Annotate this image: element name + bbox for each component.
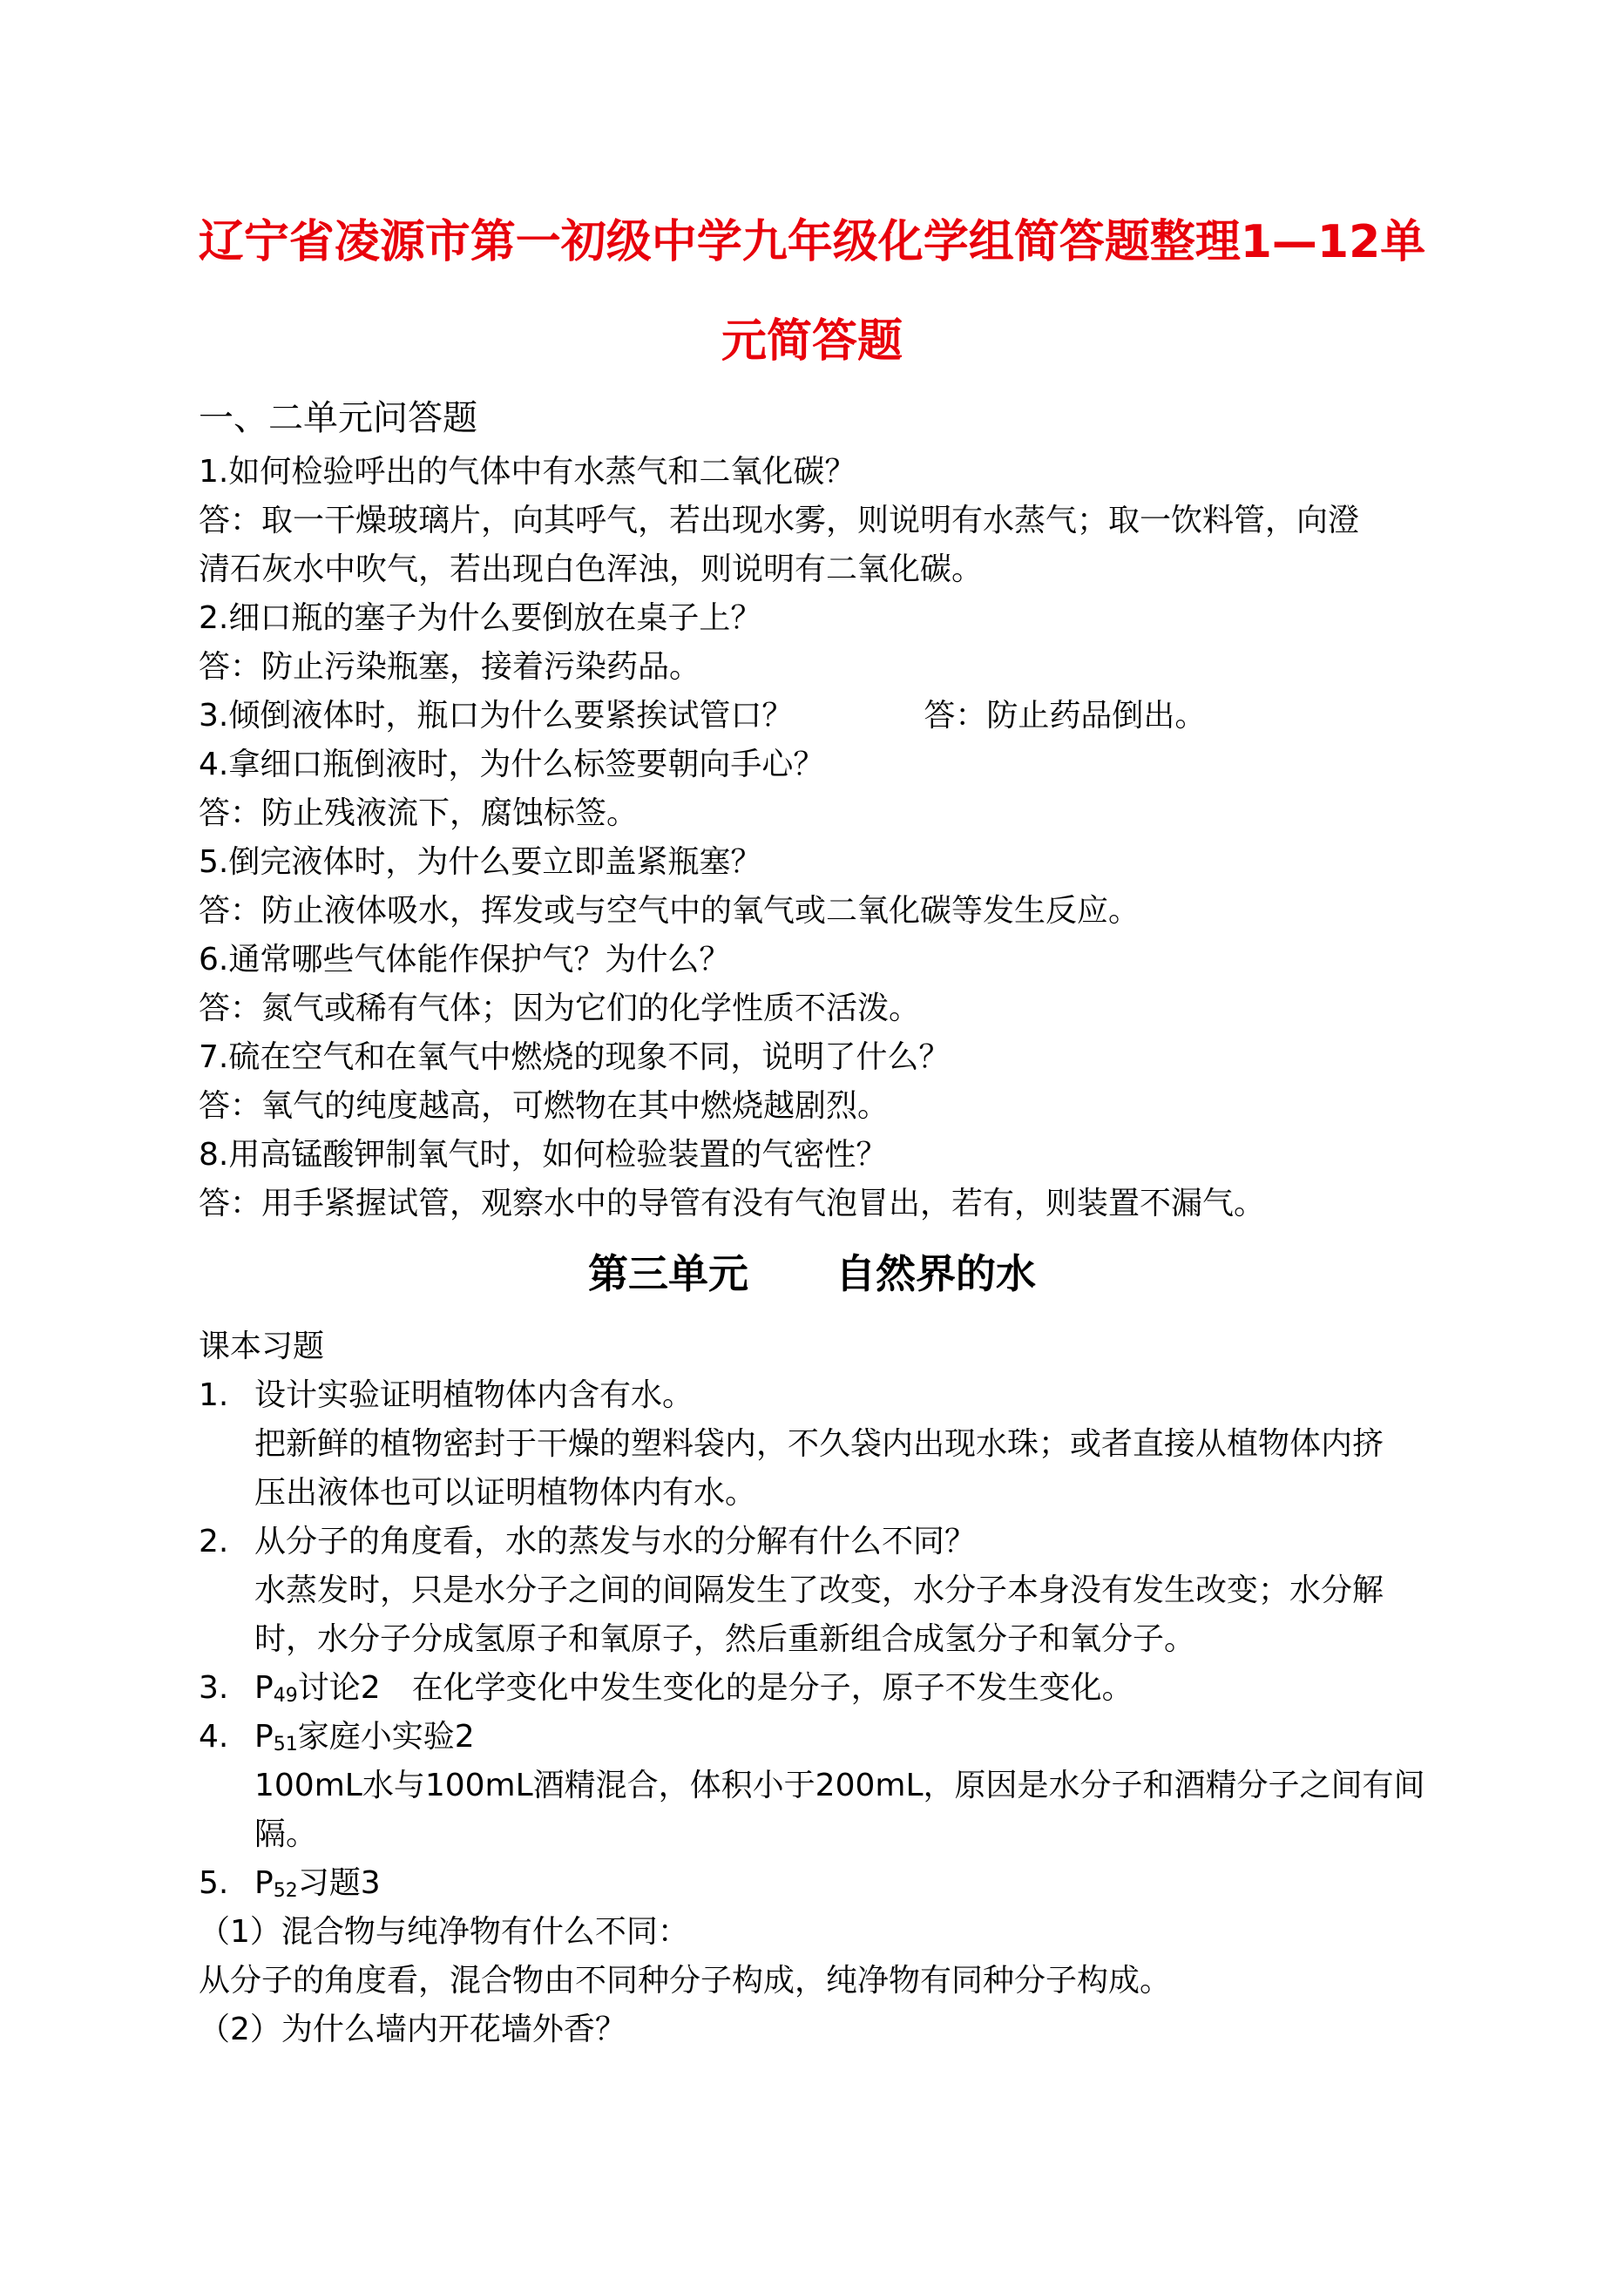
item-1-number: 1. <box>199 1377 229 1413</box>
question-5: 5.倒完液体时，为什么要立即盖紧瓶塞？ <box>199 844 762 880</box>
answer-7: 答：氧气的纯度越高，可燃物在其中燃烧越剧烈。 <box>199 1088 890 1124</box>
item-4-answer-line-2: 隔。 <box>254 1816 318 1852</box>
answer-8: 答：用手紧握试管，观察水中的导管有没有气泡冒出，若有，则装置不漏气。 <box>199 1186 1266 1221</box>
document-title-line-2: 元简答题 <box>721 315 903 368</box>
unit-3-number: 第三单元 <box>588 1250 748 1297</box>
item-1-question: 设计实验证明植物体内含有水。 <box>254 1377 694 1413</box>
question-3-row <box>199 697 1206 735</box>
item-5-text: 习题3 <box>297 1865 381 1901</box>
textbook-exercises-label: 课本习题 <box>199 1329 325 1364</box>
answer-2: 答：防止污染瓶塞，接着污染药品。 <box>199 649 701 685</box>
document-title-line-1: 辽宁省凌源市第一初级中学九年级化学组简答题整理1—12单 <box>198 216 1426 268</box>
item-3-page-prefix: P <box>254 1670 274 1706</box>
item-4-page-number: 51 <box>273 1734 298 1755</box>
item-5-page-prefix: P <box>254 1865 274 1901</box>
item-2-answer-line-2: 时，水分子分成氢原子和氧原子，然后重新组合成氢分子和氧分子。 <box>254 1621 1196 1657</box>
item-3-line <box>254 1669 1133 1715</box>
question-6: 6.通常哪些气体能作保护气？为什么？ <box>199 942 731 977</box>
item-5-line <box>254 1864 381 1911</box>
answer-1-line-2: 清石灰水中吹气，若出现白色浑浊，则说明有二氧化碳。 <box>199 551 984 587</box>
item-4-answer-line-1: 100mL水与100mL酒精混合，体积小于200mL，原因是水分子和酒精分子之间有间 <box>254 1768 1425 1803</box>
question-1: 1.如何检验呼出的气体中有水蒸气和二氧化碳？ <box>199 454 856 490</box>
unit-3-name: 自然界的水 <box>836 1250 1036 1297</box>
item-4-line <box>254 1718 475 1764</box>
subquestion-1: （1）混合物与纯净物有什么不同： <box>199 1914 689 1950</box>
item-4-page-prefix: P <box>254 1719 274 1755</box>
answer-5: 答：防止液体吸水，挥发或与空气中的氧气或二氧化碳等发生反应。 <box>199 893 1140 929</box>
answer-6: 答：氮气或稀有气体；因为它们的化学性质不活泼。 <box>199 991 921 1026</box>
item-2-answer-line-1: 水蒸发时，只是水分子之间的间隔发生了改变，水分子本身没有发生改变；水分解 <box>254 1573 1384 1608</box>
question-2: 2.细口瓶的塞子为什么要倒放在桌子上？ <box>199 600 762 636</box>
item-2-number: 2. <box>199 1524 229 1559</box>
subquestion-2: （2）为什么墙内开花墙外香？ <box>199 2012 626 2047</box>
question-3: 3.倾倒液体时，瓶口为什么要紧挨试管口？ <box>199 698 794 734</box>
item-5-number: 5. <box>199 1865 229 1901</box>
answer-1-line-1: 答：取一干燥玻璃片，向其呼气，若出现水雾，则说明有水蒸气；取一饮料管，向澄 <box>199 503 1360 538</box>
question-7: 7.硫在空气和在氧气中燃烧的现象不同，说明了什么？ <box>199 1039 951 1075</box>
question-4: 4.拿细口瓶倒液时，为什么标签要朝向手心？ <box>199 747 825 782</box>
item-5-page-number: 52 <box>273 1880 298 1902</box>
answer-3: 答：防止药品倒出。 <box>924 698 1207 734</box>
unit-3-heading <box>0 1249 1624 1298</box>
item-3-number: 3. <box>199 1670 229 1706</box>
item-1-answer-line-2: 压出液体也可以证明植物体内有水。 <box>254 1475 757 1511</box>
item-4-number: 4. <box>199 1719 229 1755</box>
subanswer-1: 从分子的角度看，混合物由不同种分子构成，纯净物有同种分子构成。 <box>199 1963 1172 1999</box>
answer-4: 答：防止残液流下，腐蚀标签。 <box>199 795 639 831</box>
item-4-text: 家庭小实验2 <box>297 1719 475 1755</box>
section-heading-units-1-2: 一、二单元问答题 <box>199 398 477 438</box>
item-3-page-number: 49 <box>273 1685 298 1707</box>
item-2-question: 从分子的角度看，水的蒸发与水的分解有什么不同？ <box>254 1524 977 1559</box>
item-3-text: 讨论2 在化学变化中发生变化的是分子，原子不发生变化。 <box>297 1670 1133 1706</box>
item-1-answer-line-1: 把新鲜的植物密封于干燥的塑料袋内，不久袋内出现水珠；或者直接从植物体内挤 <box>254 1426 1384 1462</box>
question-8: 8.用高锰酸钾制氧气时，如何检验装置的气密性？ <box>199 1137 888 1173</box>
